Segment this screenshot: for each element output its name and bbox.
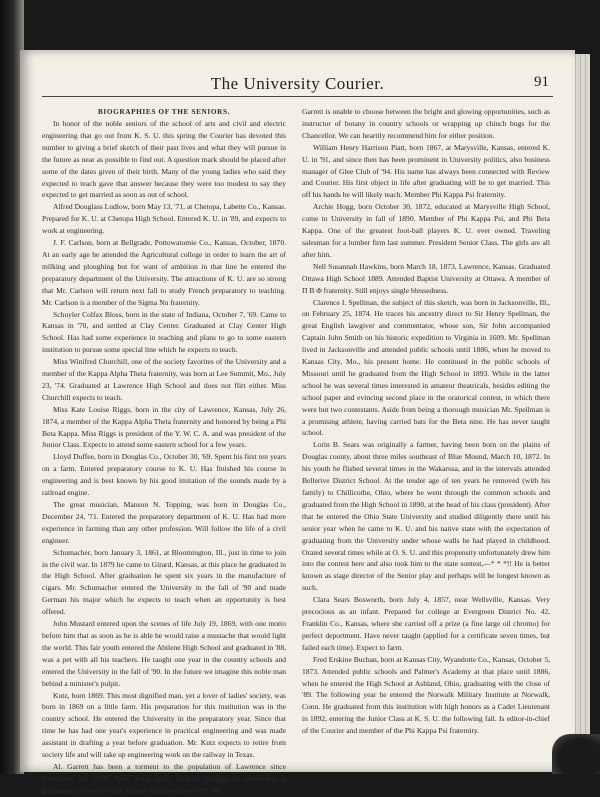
paragraph: J. F. Carlson, born at Bellgrade, Pottowatomie Co., Kansas, October, 1870. At an early age he attended the Agricultural college in order to learn the art of milking and ploughing but for want of ambition in that line he entered the preparatory department of the University. The attractions of K. U. are so strong that Mr. Carlson will return next fall to study French preparatory to teaching. Mr. Carlson is a member of the Sigma Nu fraternity. (42, 238, 286, 307)
paragraph: Clarence I. Spellman, the subject of this sketch, was born in Jacksonville, Ill., on February 25, 1874. He traces his ancestry direct to Sir Henry Spellman, the great English lawgiver and commentator, whose son, Sir John accompanied Captain John Smith on his historic expedition to Virginia in 1609. Mr. Spellman lived in Jacksonville and attended public schools until 1886, when he moved to Kansas City, Mo., his present home. He continued in the public schools of Missouri until he graduated from the High School in 1893. While in the latter school he was several times interested in amateur theatricals, besides editing the school paper and evincing second place in the oratorical contest, in which there were but two contestants. Aside from being a thorough musician Mr. Spellman is a promising athlete, having carried bats for the Beta nine. He has never taught school. (302, 297, 550, 438)
paragraph: John Mustard entered upon the scenes of life July 19, 1869, with one motto before him that as soon as he is able he would raise a mustache that would light the world. This fair youth entered the Abilene High School and graduated in '88, was a pet with all his teachers. He taught one year in the country schools and entered the University in the fall of '90. In the future we imagine this noble man behind a minister's pulpit. (42, 619, 286, 688)
paragraph: Al. Garrett has been a torment to the population of Lawrence since November 15, 1870. After many years of hard struggle he succeeded in graduating at the city High School with the class of '90. Mr. (42, 761, 286, 795)
paragraph: Miss Winifred Churchill, one of the society favorites of the University and a member of the Kappa Alpha Theta fraternity, was born at Lee Summit, Mo., July 23, '74. Graduated at Lawrence High School and does not flirt either. Miss Churchill expects to teach. (42, 357, 286, 402)
paragraph: Miss Kate Louise Riggs, born in the city of Lawrence, Kansas, July 26, 1874, a member of the Kappa Alpha Theta fraternity and honored by being a Phi Beta Kappa. Miss Riggs is president of the Y. W. C. A. and was president of the Junior Class. Expects to attend some eastern school for a few years. (42, 404, 286, 450)
left-column (42, 106, 286, 797)
paragraph: Archie Hogg, born October 30, 1872, educated at Marysville High School, come to University in fall of 1890. Member of Phi Kappa Psi, and Phi Beta Kappa. One of the greatest foot-ball players K. U. ever owned. Traveling salesman for a lumber firm last summer. President Senior Class. The girls are all after him. (302, 202, 550, 259)
paragraph: Lloyd Duffee, born in Douglas Co., October 30, '69. Spent his first ten years on a farm. Entered preparatory course to K. U. Has finished his course in engineering and is best known by his good imitation of the sounds made by a railroad engine. (42, 452, 286, 498)
paragraph: Fred Erskine Buchan, born at Kansas City, Wyandotte Co., Kansas, October 5, 1873. Attended public schools and Palmer's Academy at that place until 1886, when he entered the High School at Ashland, Ohio, graduating with the close of '89. The following year he entered the Norwalk Military Institute at Norwalk, Conn. He graduated from this institution with high honors as a Cadet Lieutenant in 1892, entering the Junior Class at K. S. U. the following fall. Is editor-in-chief of the Courier and member of the Phi Kappa Psi fraternity. (302, 654, 550, 736)
running-title: The University Courier. (210, 74, 385, 93)
paragraph: The great musician, Manson N. Topping, was born in Douglas Co., December 24, '71. Entered the preparatory department of K. U. Has had more experience in farming than any other profession. Will follow the life of a civil engineer. (42, 500, 286, 545)
paragraph: Lorin B. Sears was originally a farmer, having been born on the plains of Douglas county, about three miles southeast of Blue Mound, March 10, 1872. In his youth he flished several times in the Wakarusa, and in the intervals attended Bellerive District School. At the tender age of ten years he removed (with his family) to Chillicothe, Ohio, where he went through the common schools and graduated from the High School in 1890, at the head of his class (president). After that he entered the Ohio State University and studied diligently there until his senior year when he came to K. U. and his native state with the expectation of graduating from the University under whose walls he had played in childhood. Orated several times while at O. S. U. and this propensity unfortunately drew him into the contest here and also took him to the state sontest,—* * *!! He is better known as stage director of the Senior play and perhaps will be longest known as such. (302, 440, 550, 593)
page-number: 91 (534, 74, 549, 90)
paragraph: Kutz, born 1869. This most dignified man, yet a lover of ladies' society, was born in 1869 on a little farm. His preparation for this institution was in the country school. He entered the University in the preparatory year. Since that time he has had one year's experience in practical engineering and was made assistant in drafting a year before graduation. Mr. Kutz expects to retire from society life and will take up engineering work on the railway in Texas. (42, 690, 286, 760)
scanner-thumb (552, 734, 600, 774)
right-column (302, 106, 550, 737)
paragraph: William Henry Harrison Piatt, born 1867, at Marysville, Kansas, entered K. U. in '91, and since then has been prominent in University politics, also business manager of Glee Club of '94. His name has always been connected with Review and Courier. His first object in life after graduating will be to get married. This off his hands he will likely teach. Member Phi Kappa Psi fraternity. (302, 142, 550, 200)
section-heading: BIOGRAPHIES OF THE SENIORS. (97, 107, 231, 116)
page-header (42, 74, 553, 97)
paragraph: Schumacher, born January 3, 1861, at Bloomington, Ill., just in time to join in the civil war. In 1879 he came to Girard, Kansas, at this place he graduated in the High School. After graduation he spent six years in the manufacture of cigars. Mr. Schumacher entered the University in the fall of '90 and made German his major which he expects to teach when an opportunity is best offered. (42, 547, 286, 617)
paragraph: Alfred Douglass Ludlow, born May 13, '71, at Chetopa, Labette Co., Kansas. Prepared for K. U. at Chetopa High School. Entered K. U. in '89, and expects to work at engineering. (42, 202, 286, 236)
paragraph: Garrett is unable to choose between the bright and glowing opportunities, such as instructor of botany in country schools or wrapping up chinch bugs for the Chancellor. We can heartily recommend him for either position. (302, 107, 550, 140)
paragraph: Schuyler Colfax Bloss, born in the state of Indiana, October 7, '69. Came to Kansas in '70, and settled at Clay Center. Graduated at Clay Center High School. Has had some experience in teaching and plans to go to some eastern institution to pursue some special line which he expects to teach. (42, 309, 286, 355)
document-page (20, 50, 575, 795)
paragraph: Clara Sears Bosworth, born July 4, 1857, near Wellsville, Kansas. Very precocious as an infant. Prepared for college at Evergreen District No. 42, Franklin Co., Kansas, where she carried off a prize (a fine large oil chromo) for perfect deportment. Have never taught (applied for a certificate seven times, but failed each time). Expect to farm. (302, 595, 550, 652)
paragraph: Nell Susannah Hawkins, born March 18, 1873, Lawrence, Kansas. Graduated Ottawa High School 1889. Attended Baptist University at Ottawa. A member of Π Β Φ fraternity. Still enjoys single blessedness. (302, 261, 550, 295)
page-edge (585, 54, 590, 770)
paragraph: In honor of the noble seniors of the school of arts and civil and electric engineering that go out from K. S. U. this spring the Courier has devoted this number to giving a brief sketch of their past lives and what they will pursue in the future as near as possible to find out. A question mark should be placed after some of the dates given of their birth. Many of the young ladies who said they expected to teach gave that answer because they were too modest to say they expected to get married as soon as out of school. (42, 119, 286, 200)
